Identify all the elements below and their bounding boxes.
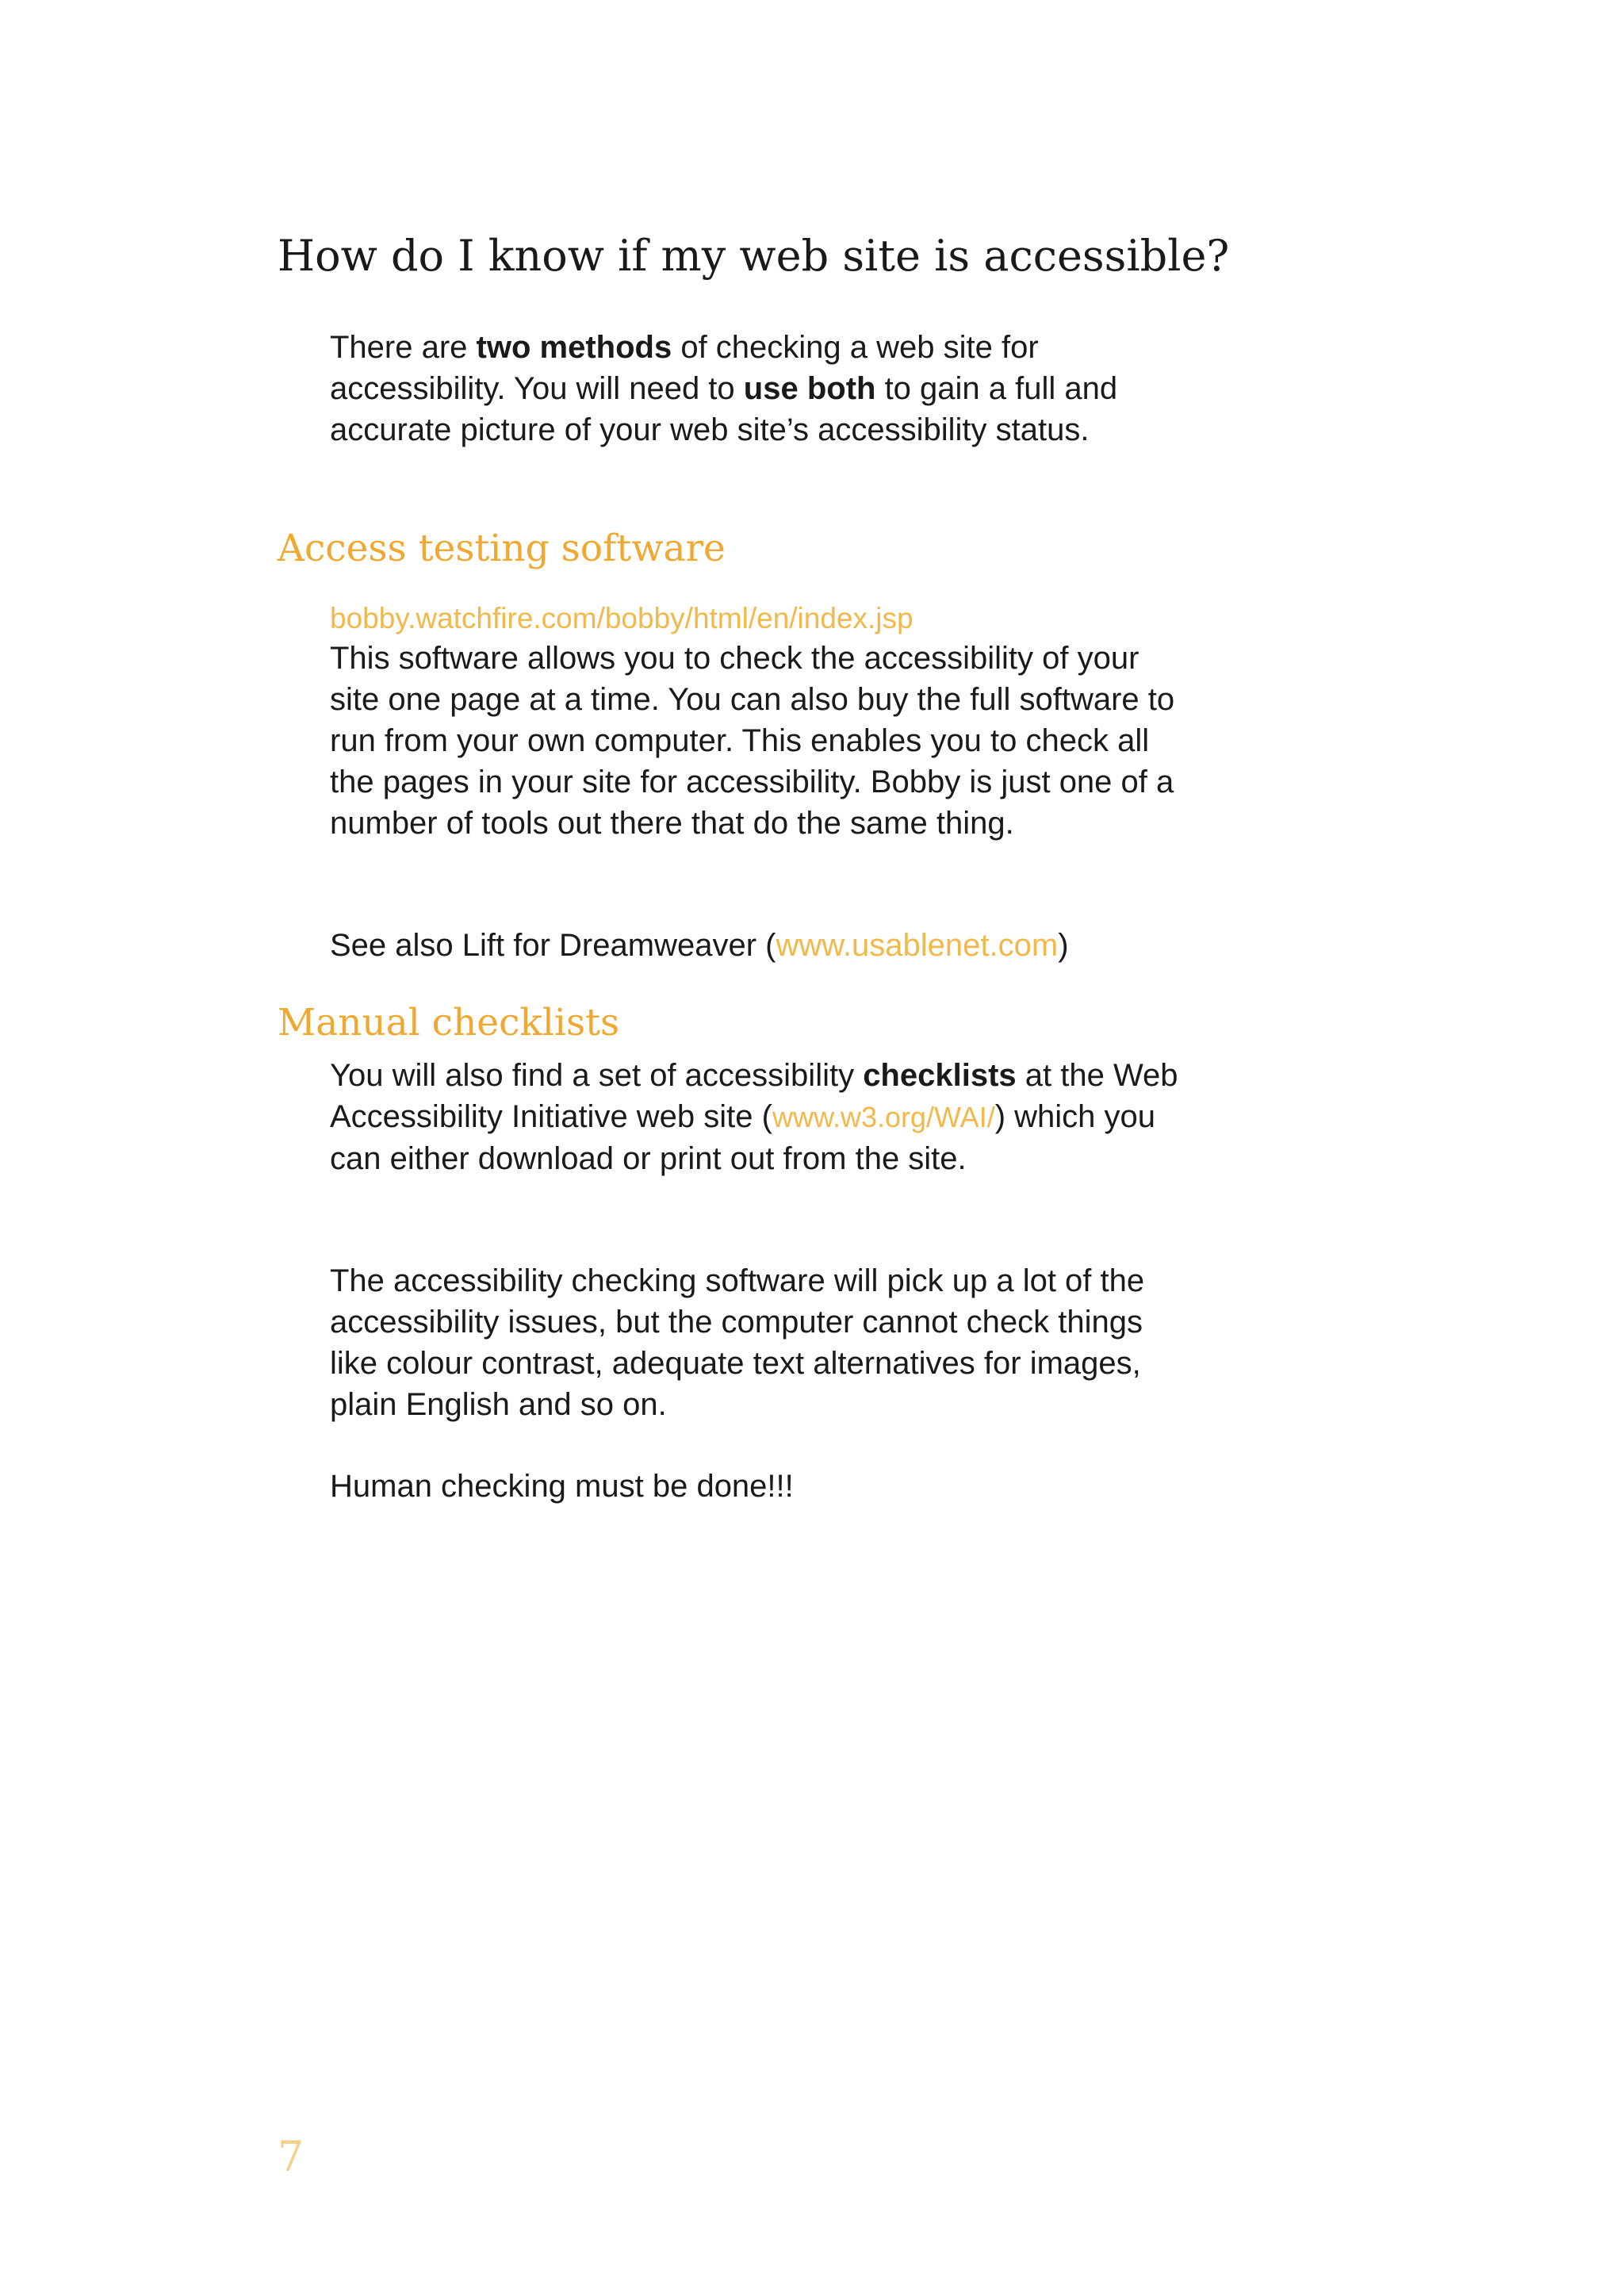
intro-bold-two-methods: two methods — [476, 330, 672, 365]
software-limits-paragraph: The accessibility checking software will pick up a lot of the accessibility issues, but the computer cannot check things like colour contrast, adequate text alternatives for images, plain English and so on. — [330, 1263, 1145, 1422]
human-checking-paragraph: Human checking must be done!!! — [330, 1469, 794, 1504]
checklists-text-2: at the Web Accessibility Initiative web site ( — [330, 1058, 1178, 1134]
bobby-url-link[interactable]: bobby.watchfire.com/bobby/html/en/index.jsp — [330, 602, 914, 634]
see-also-close: ) — [1058, 928, 1069, 963]
section-heading-manual-checklists: Manual checklists — [278, 1001, 620, 1045]
usablenet-link[interactable]: www.usablenet.com — [776, 928, 1059, 963]
page-title: How do I know if my web site is accessible? — [278, 231, 1230, 281]
intro-bold-use-both: use both — [743, 371, 876, 406]
intro-text-1: There are — [330, 330, 477, 365]
w3-wai-link[interactable]: www.w3.org/WAI/ — [772, 1101, 995, 1133]
page-number: 7 — [278, 2133, 304, 2181]
checklists-bold: checklists — [863, 1058, 1017, 1093]
intro-paragraph — [330, 327, 1186, 450]
access-testing-paragraph: This software allows you to check the accessibility of your site one page at a time. You can also buy the full software to run from your own computer. This enables you to check all the pages in your site for accessibility. Bobby is just one of a number of tools out there that do the same thing. — [330, 641, 1175, 841]
checklists-text-3: ) which you can either download or print out from the site. — [330, 1099, 1156, 1176]
checklists-text-1: You will also find a set of accessibility — [330, 1058, 864, 1093]
checklists-paragraph — [330, 1055, 1186, 1179]
see-also-text: See also Lift for Dreamweaver ( — [330, 928, 776, 963]
intro-text-3: to gain a full and accurate picture of your web site’s accessibility status. — [330, 371, 1118, 447]
intro-text-2: of checking a web site for accessibility. You will need to — [330, 330, 1039, 406]
see-also-paragraph — [330, 925, 1186, 966]
section-heading-access-testing: Access testing software — [278, 527, 726, 570]
